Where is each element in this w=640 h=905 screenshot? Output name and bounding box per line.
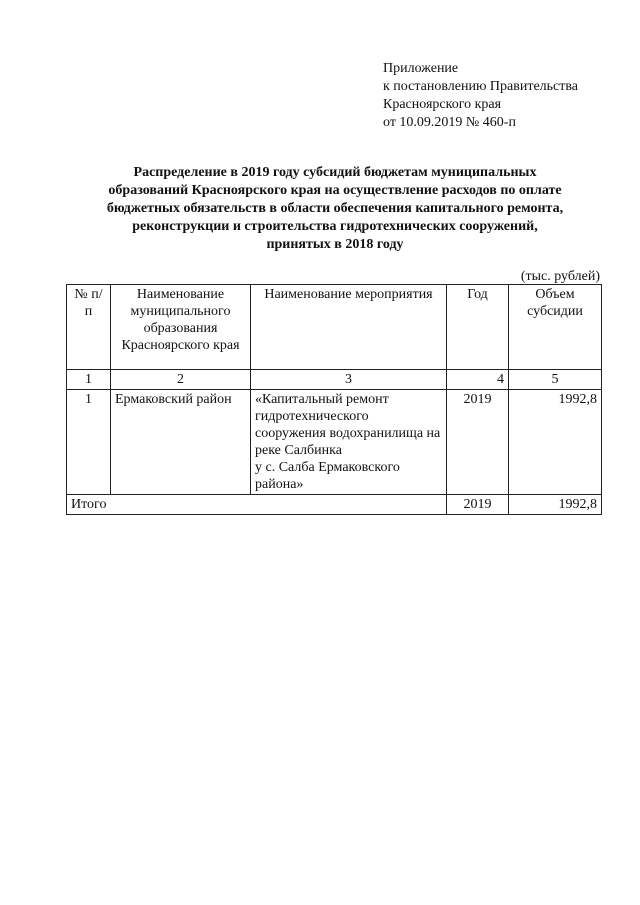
title-line: принятых в 2018 году [266,237,404,252]
appendix-date: от 10.09.2019 № 460-п [383,115,516,130]
total-amount: 1992,8 [509,495,602,515]
total-year: 2019 [447,495,509,515]
document-title [60,164,610,254]
column-number: 2 [111,370,251,390]
row-event [251,390,447,495]
appendix-line: Красноярского края [383,97,502,112]
appendix-line: Приложение [383,61,459,76]
table-row [67,390,602,495]
column-number: 5 [509,370,602,390]
row-municipality: Ермаковский район [111,390,251,495]
total-label: Итого [67,495,447,515]
column-number: 1 [67,370,111,390]
title-line: образований Красноярского края на осуществление расходов по оплате [108,183,562,198]
header-municipality: Наименование муниципального образования Красноярского края [111,285,251,370]
row-year: 2019 [447,390,509,495]
table-header-row [67,285,602,370]
row-amount: 1992,8 [509,390,602,495]
header-year: Год [447,285,509,370]
appendix-line: к постановлению Правительства [383,79,579,94]
header-num: № п/п [67,285,111,370]
total-row [67,495,602,515]
column-number-row [67,370,602,390]
column-number: 3 [251,370,447,390]
row-num: 1 [67,390,111,495]
title-line: Распределение в 2019 году субсидий бюджетам муниципальных [133,165,537,180]
column-number: 4 [447,370,509,390]
appendix-block [383,60,578,132]
header-event: Наименование мероприятия [251,285,447,370]
header-amount: Объем субсидии [509,285,602,370]
units-label: (тыс. рублей) [520,269,600,284]
row-event-line: «Капитальный ремонт гидротехнического сооружения водохранилища на реке Салбинка [255,392,441,458]
title-line: бюджетных обязательств в области обеспечения капитального ремонта, [106,201,564,216]
subsidy-table [66,284,602,515]
title-line: реконструкции и строительства гидротехнических сооружений, [132,219,538,234]
row-event-line: у с. Салба Ермаковского района» [255,460,400,492]
